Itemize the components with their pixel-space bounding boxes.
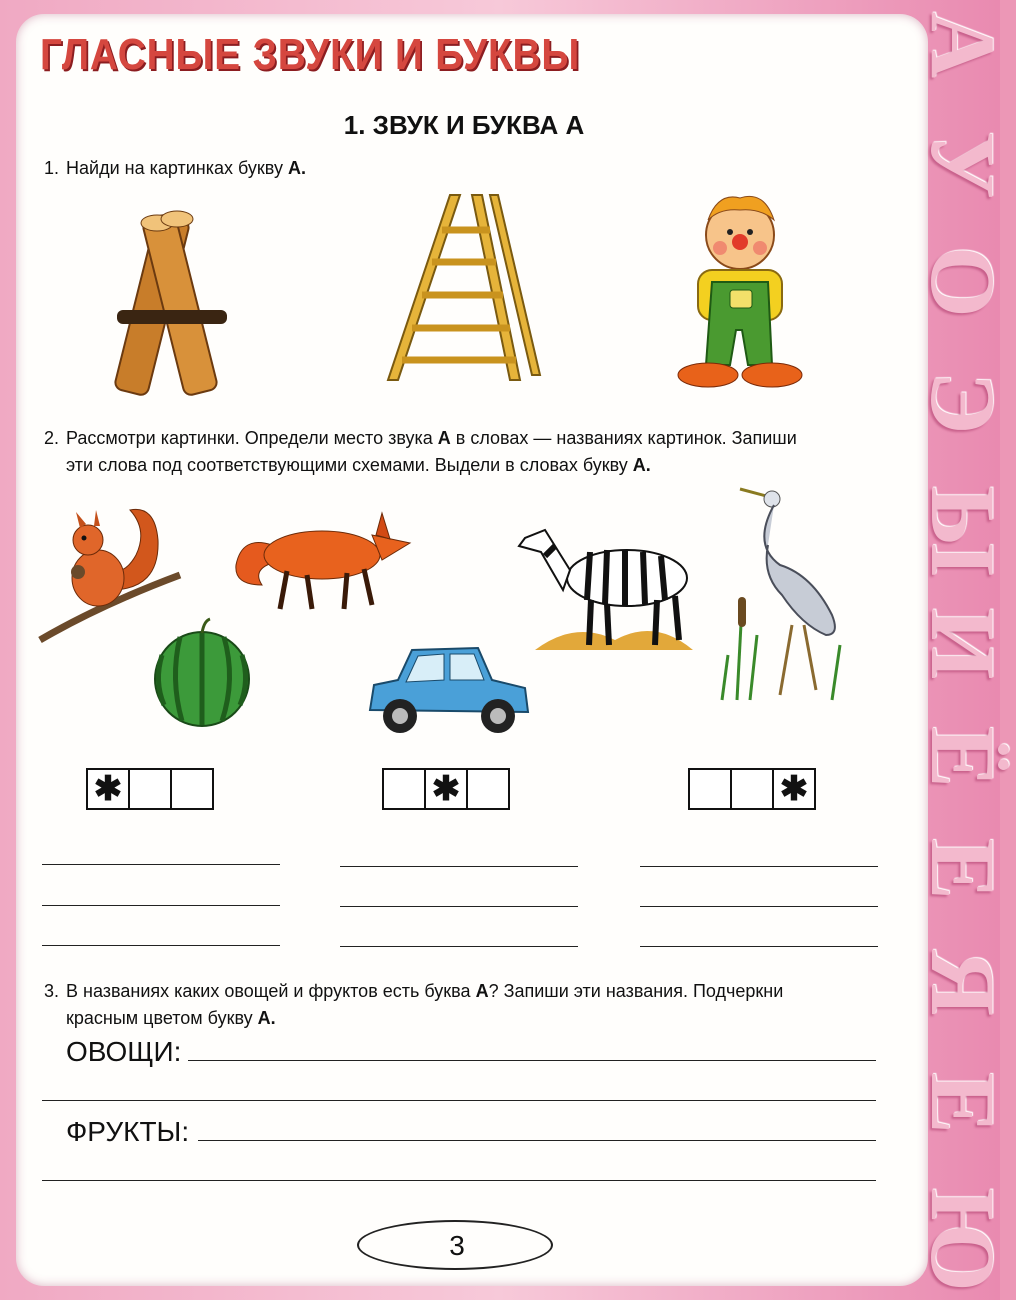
lesson-title: 1. ЗВУК И БУКВА А (343, 110, 585, 140)
vegetables-answer-line[interactable] (188, 1060, 876, 1061)
vegetables-answer-line[interactable] (42, 1100, 876, 1101)
sound-scheme-1 (88, 768, 214, 810)
fruits-answer-line[interactable] (42, 1180, 876, 1181)
strip-letter: У (912, 131, 1014, 199)
answer-line[interactable] (640, 906, 878, 907)
answer-line[interactable] (42, 905, 280, 906)
task-1-text: 1. Найди на картинках букву А. (44, 158, 306, 178)
strip-letter: Е (912, 1072, 1014, 1134)
strip-letter: О (912, 246, 1014, 318)
answer-line[interactable] (42, 864, 280, 865)
strip-letter: Е (912, 838, 1014, 900)
strip-letter: Ы (912, 486, 1014, 577)
ladder-illustration (380, 190, 550, 385)
answer-line[interactable] (340, 946, 578, 947)
answer-line[interactable] (340, 866, 578, 867)
task-2-text: 2. Рассмотри картинки. Определи место звука А в словах — названиях картинок. Запиши эти слова под соответствующими схемами. Выдели в словах букву А. (44, 428, 797, 475)
scheme-cell (170, 768, 214, 810)
scheme-cell: ✱ (86, 768, 130, 810)
strip-letter: Я (912, 949, 1014, 1017)
car-illustration (360, 640, 535, 740)
answer-line[interactable] (42, 945, 280, 946)
answer-line[interactable] (640, 866, 878, 867)
scheme-cell (466, 768, 510, 810)
task-3-text: 3. В названиях каких овощей и фруктов есть буква А? Запиши эти названия. Подчеркни красным цветом букву А. (44, 981, 784, 1028)
sound-scheme-2 (384, 768, 510, 810)
page-number-badge (357, 1220, 553, 1270)
vegetables-label: ОВОЩИ: (66, 1036, 182, 1067)
strip-letter: Ё (912, 726, 1014, 788)
answer-line[interactable] (640, 946, 878, 947)
zebra-illustration (515, 500, 700, 660)
page-number: 3 (449, 1230, 465, 1261)
scheme-cell (688, 768, 732, 810)
heron-illustration (722, 485, 862, 715)
section-title: ГЛАСНЫЕ ЗВУКИ И БУКВЫ (40, 30, 581, 79)
boy-character-illustration (668, 190, 813, 395)
sound-scheme-3 (690, 768, 816, 810)
log-letter-a-illustration (95, 205, 255, 400)
scheme-cell (382, 768, 426, 810)
strip-letter: Ю (912, 1188, 1014, 1292)
fruits-label: ФРУКТЫ: (66, 1116, 190, 1147)
strip-letter: И (912, 608, 1014, 680)
vowel-letters-strip (912, 0, 1014, 1300)
scheme-cell (730, 768, 774, 810)
strip-letter: Э (912, 371, 1014, 435)
answer-line[interactable] (340, 906, 578, 907)
fruits-answer-line[interactable] (198, 1140, 876, 1141)
fox-illustration (232, 505, 417, 615)
scheme-cell (128, 768, 172, 810)
watermelon-illustration (150, 615, 255, 730)
scheme-cell: ✱ (772, 768, 816, 810)
scheme-cell: ✱ (424, 768, 468, 810)
strip-letter: А (912, 11, 1014, 79)
